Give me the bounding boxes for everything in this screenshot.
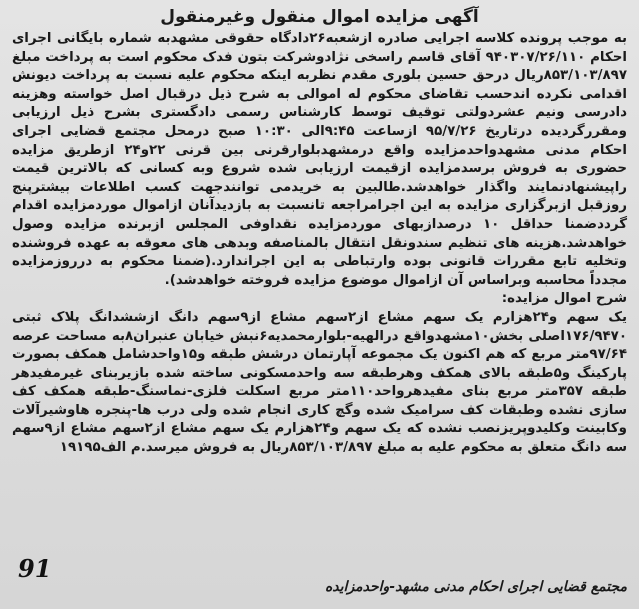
- issuing-office: مجتمع قضایی اجرای احکام مدنی مشهد-واحدمزایده: [324, 579, 627, 595]
- property-description-heading: شرح اموال مزایده:: [501, 291, 627, 307]
- handwritten-code: 91: [18, 554, 52, 583]
- footer: [12, 554, 627, 605]
- page-title: آگهی مزایده اموال منقول وغیرمنقول: [160, 7, 479, 27]
- property-description: یک سهم و۲۴هزارم یک سهم مشاع از۲سهم مشاع از۹سهم دانگ ازششدانگ پلاک ثبتی ۱۷۶/۹۴۷۰اصلی بخش۱۰مشهدواقع درالهیه-بلوارمحمدیه۶نبش خیابان عنبران۸به مساحت عرصه ۹۷/۶۴متر مربع که هم اکنون یک مجموعه آپارتمان درشش طبقه و۱۵واحدشامل همکف بصورت پارکینگ و۵طبقه بالای همکف وهرطبقه سه واحدمسکونی ساخته شده بازیربنای غیرمفیدهر طبقه ۳۵۷متر مربع بنای مفیدهرواحد۱۱۰متر مربع اسکلت فلزی-نماسنگ-طبقه همکف کف سازی نشده وطبقات کف سرامیک شده وگچ کاری انجام شده ولی درب ها-پنجره هاوشیرآلات وکابینت وکلیدوپریزنصب نشده که یک سهم و۲۴هزارم یک سهم مشاع از۲سهم مشاع از۹سهم سه دانگ متعلق به محکوم علیه به مبلغ ۸۵۳/۱۰۳/۸۹۷ریال به فروش میرسد.م الف۱۹۱۹۵: [12, 309, 628, 456]
- notice-body: [12, 30, 627, 458]
- notice-paragraph: به موجب پرونده کلاسه اجرایی صادره ازشعبه۲۶دادگاه حقوقی مشهدبه شماره بایگانی اجرای احکام ۹۴۰۳۰۷/۲۶/۱۱۰ آقای قاسم راسخی نژادوشرکت بتون فدک محکوم است به پرداخت مبلغ ۸۵۳/۱۰۳/۸۹۷ریال درحق حسین بلوری مقدم نظربه اینکه محکوم علیه نسبت به پرداخت دیونش اقدامی نکرده اندحسب تقاضای محکوم له اموالی به شرح ذیل درقبال اصل خواسته وهزینه دادرسی ونیم عشردولتی توقیف توسط کارشناس رسمی دادگستری بشرح ذیل ارزیابی ومقررگردیده درتاریخ ۹۵/۷/۲۶ ازساعت ۹:۴۵الی ۱۰:۳۰ صبح درمحل مجتمع قضایی اجرای احکام مدنی مشهدواحدمزایده واقع درمشهدبلوارقرنی بین قرنی ۲۲و۲۴ ازطریق مزایده حضوری به فروش برسدمزایده ازقیمت ارزیابی شده شروع وبه کسانی که بالاترین قیمت راپیشنهادنمایند واگذار خواهدشد.طالبین به خریدمی توانندجهت کسب اطلاعات بیشترپنج روزقبل ازبرگزاری مزایده به این اجرامراجعه تانسبت به بازدیدآنان ازاموال موردمزایده اقدام گرددضمنا حداقل ۱۰ درصدازبهای موردمزایده نقداوفی المجلس ازبرنده مزایده وصول خواهدشد.هزینه های تنظیم سندونقل انتقال بالمناصفه وبدهی های معوقه به عهده فروشنده وتخلیه تابع مقررات قانونی بوده وارتباطی به این اجراندارد.(ضمنا محکوم به درروزمزایده مجدداً محاسبه وبراساس آن ازاموال موضوع مزایده فروخته خواهدشد).: [12, 31, 627, 288]
